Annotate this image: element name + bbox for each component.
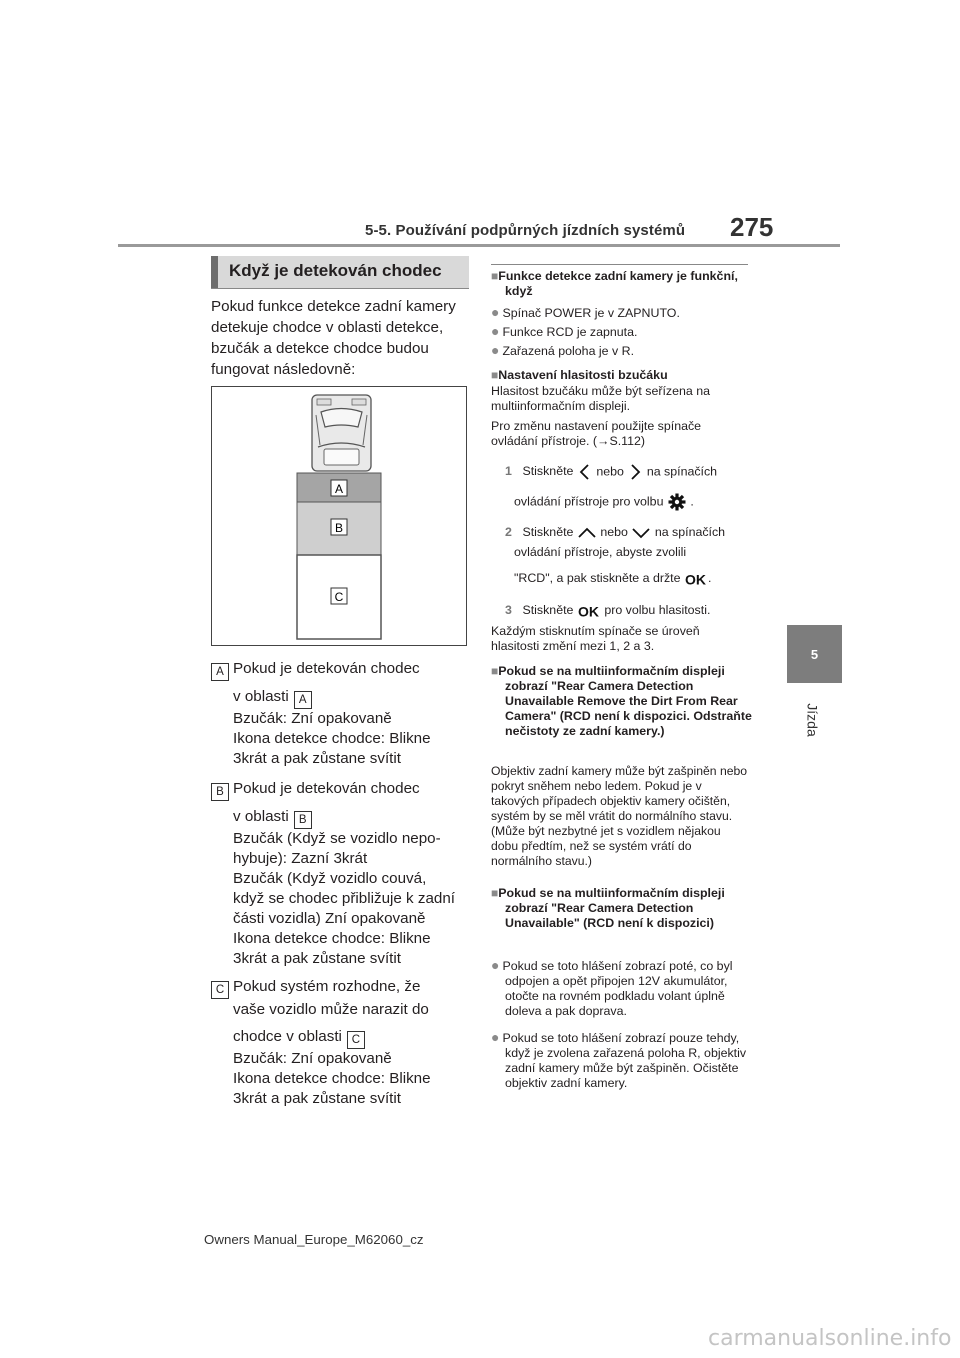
svg-text:OK: OK bbox=[684, 571, 706, 586]
zone-a-label: A bbox=[334, 482, 344, 496]
step-2-line2: ovládání přístroje, abyste zvolili bbox=[514, 545, 687, 559]
chevron-down-icon bbox=[631, 526, 651, 540]
sec4-bullet-2: ● Pokud se toto hlášení zobrazí pouze tehdy, když je zvolena zařazená poloha R, objektiv zadní kamery může být zašpiněn. Očistěte objektiv zadní kamery. bbox=[491, 1029, 747, 1090]
sec3-text: Objektiv zadní kamery může být zašpiněn nebo pokryt sněhem nebo ledem. Pokud je v takových případech objektiv kamery očištěn, systém by se měl vrátit do normálního stavu. (Může být nezbytné jet s vozidlem nějakou dobu předtím, než se systém vrátí do normálního stavu.) bbox=[491, 764, 748, 868]
sec3-title: ■Pokud se na multiinformačním displeji zobrazí "Rear Camera Detection Unavailable Remove the Dirt From Rear Camera" (RCD není k dispozici. Odstraňte nečistoty ze zadní kamery.) bbox=[491, 664, 752, 738]
sec4-bullet-1: ● Pokud se toto hlášení zobrazí poté, co byl odpojen a opět připojen 12V akumulátor, otočte na rovném podkladu volant úplně doleva a pak doprava. bbox=[491, 957, 733, 1018]
chevron-up-icon bbox=[577, 526, 597, 540]
gear-icon bbox=[667, 492, 687, 512]
right-column-rule bbox=[491, 264, 748, 265]
step-1-line2: ovládání přístroje pro volbu . bbox=[514, 492, 694, 512]
item-c-body: Bzučák: Zní opakovaně Ikona detekce chodce: Blikne 3krát a pak zůstane svítit bbox=[233, 1050, 431, 1107]
zone-c-label: C bbox=[334, 590, 344, 604]
sec4-title: ■Pokud se na multiinformačním displeji zobrazí "Rear Camera Detection Unavailable" (RCD není k dispozici) bbox=[491, 886, 725, 930]
sec2-after: Každým stisknutím spínače se úroveň hlasitosti změní mezi 1, 2 a 3. bbox=[491, 624, 700, 653]
detection-area-diagram bbox=[211, 386, 467, 646]
intro-paragraph: Pokud funkce detekce zadní kamery detekuje chodce v oblasti detekce, bzučák a detekce chodce budou fungovat následovně: bbox=[211, 298, 456, 378]
item-b-line2: v oblasti B bbox=[233, 806, 312, 829]
chapter-number: 5 bbox=[810, 646, 819, 662]
chevron-right-icon bbox=[627, 463, 643, 481]
heading-rule bbox=[211, 288, 469, 289]
item-a-line2: v oblasti A bbox=[233, 686, 312, 709]
item-a-head: A Pokud je detekován chodec bbox=[211, 658, 420, 681]
item-b-body: Bzučák (Když se vozidlo nepo- hybuje): Zazní 3krát Bzučák (Když vozidlo couvá, když se chodec přibližuje k zadní části vozidla) Zní opakovaně Ikona detekce chodce: Blikne 3krát a pak zůstane svítit bbox=[233, 830, 456, 967]
header-rule bbox=[118, 244, 840, 247]
sec1-bullet-1: ● Spínač POWER je v ZAPNUTO. bbox=[491, 304, 680, 320]
item-b-head: B Pokud je detekován chodec bbox=[211, 778, 420, 801]
chapter-tab bbox=[787, 625, 842, 683]
sec1-bullet-3: ● Zařazená poloha je v R. bbox=[491, 342, 635, 358]
vehicle-icon bbox=[312, 395, 371, 471]
sec2-text2: Pro změnu nastavení použijte spínače ovládání přístroje. (→S.112) bbox=[491, 419, 702, 448]
item-a-label: A bbox=[211, 663, 229, 681]
item-c-line2: vaše vozidlo může narazit do bbox=[233, 1001, 429, 1018]
page-number: 275 bbox=[730, 212, 774, 242]
step-2-line3: "RCD", a pak stiskněte a držte OK . bbox=[514, 571, 712, 586]
item-c-label: C bbox=[211, 981, 229, 999]
item-c-head: C Pokud systém rozhodne, že bbox=[211, 976, 420, 999]
watermark: carmanualsonline.info bbox=[708, 1326, 952, 1351]
sec1-bullet-2: ● Funkce RCD je zapnuta. bbox=[491, 323, 638, 339]
item-a-body: Bzučák: Zní opakovaně Ikona detekce chodce: Blikne 3krát a pak zůstane svítit bbox=[233, 710, 431, 767]
zone-b-label: B bbox=[334, 521, 344, 535]
detection-area-svg bbox=[212, 387, 466, 645]
sec2-text: Hlasitost bzučáku může být seřízena na multiinformačním displeji. bbox=[491, 384, 711, 413]
ok-icon bbox=[577, 604, 601, 618]
item-b-label: B bbox=[211, 783, 229, 801]
svg-text:OK: OK bbox=[577, 603, 599, 618]
chapter-label: Jízda bbox=[805, 703, 821, 737]
item-c-line3: chodce v oblasti C bbox=[233, 1026, 365, 1049]
sec1-title: ■Funkce detekce zadní kamery je funkční, když bbox=[491, 269, 738, 298]
footer-text: Owners Manual_Europe_M62060_cz bbox=[204, 1232, 424, 1247]
section-heading: Když je detekován chodec bbox=[211, 256, 469, 288]
step-3: 3 Stiskněte OK pro volbu hlasitosti. bbox=[505, 603, 711, 618]
chevron-left-icon bbox=[577, 463, 593, 481]
step-2-line1: 2 Stiskněte nebo na spínačích bbox=[505, 525, 726, 539]
ok-icon bbox=[684, 572, 708, 586]
step-1-line1: 1 Stiskněte nebo na spínačích bbox=[505, 463, 717, 481]
sec2-title: ■Nastavení hlasitosti bzučáku bbox=[491, 368, 668, 382]
section-title: 5-5. Používání podpůrných jízdních systémů bbox=[365, 222, 686, 239]
